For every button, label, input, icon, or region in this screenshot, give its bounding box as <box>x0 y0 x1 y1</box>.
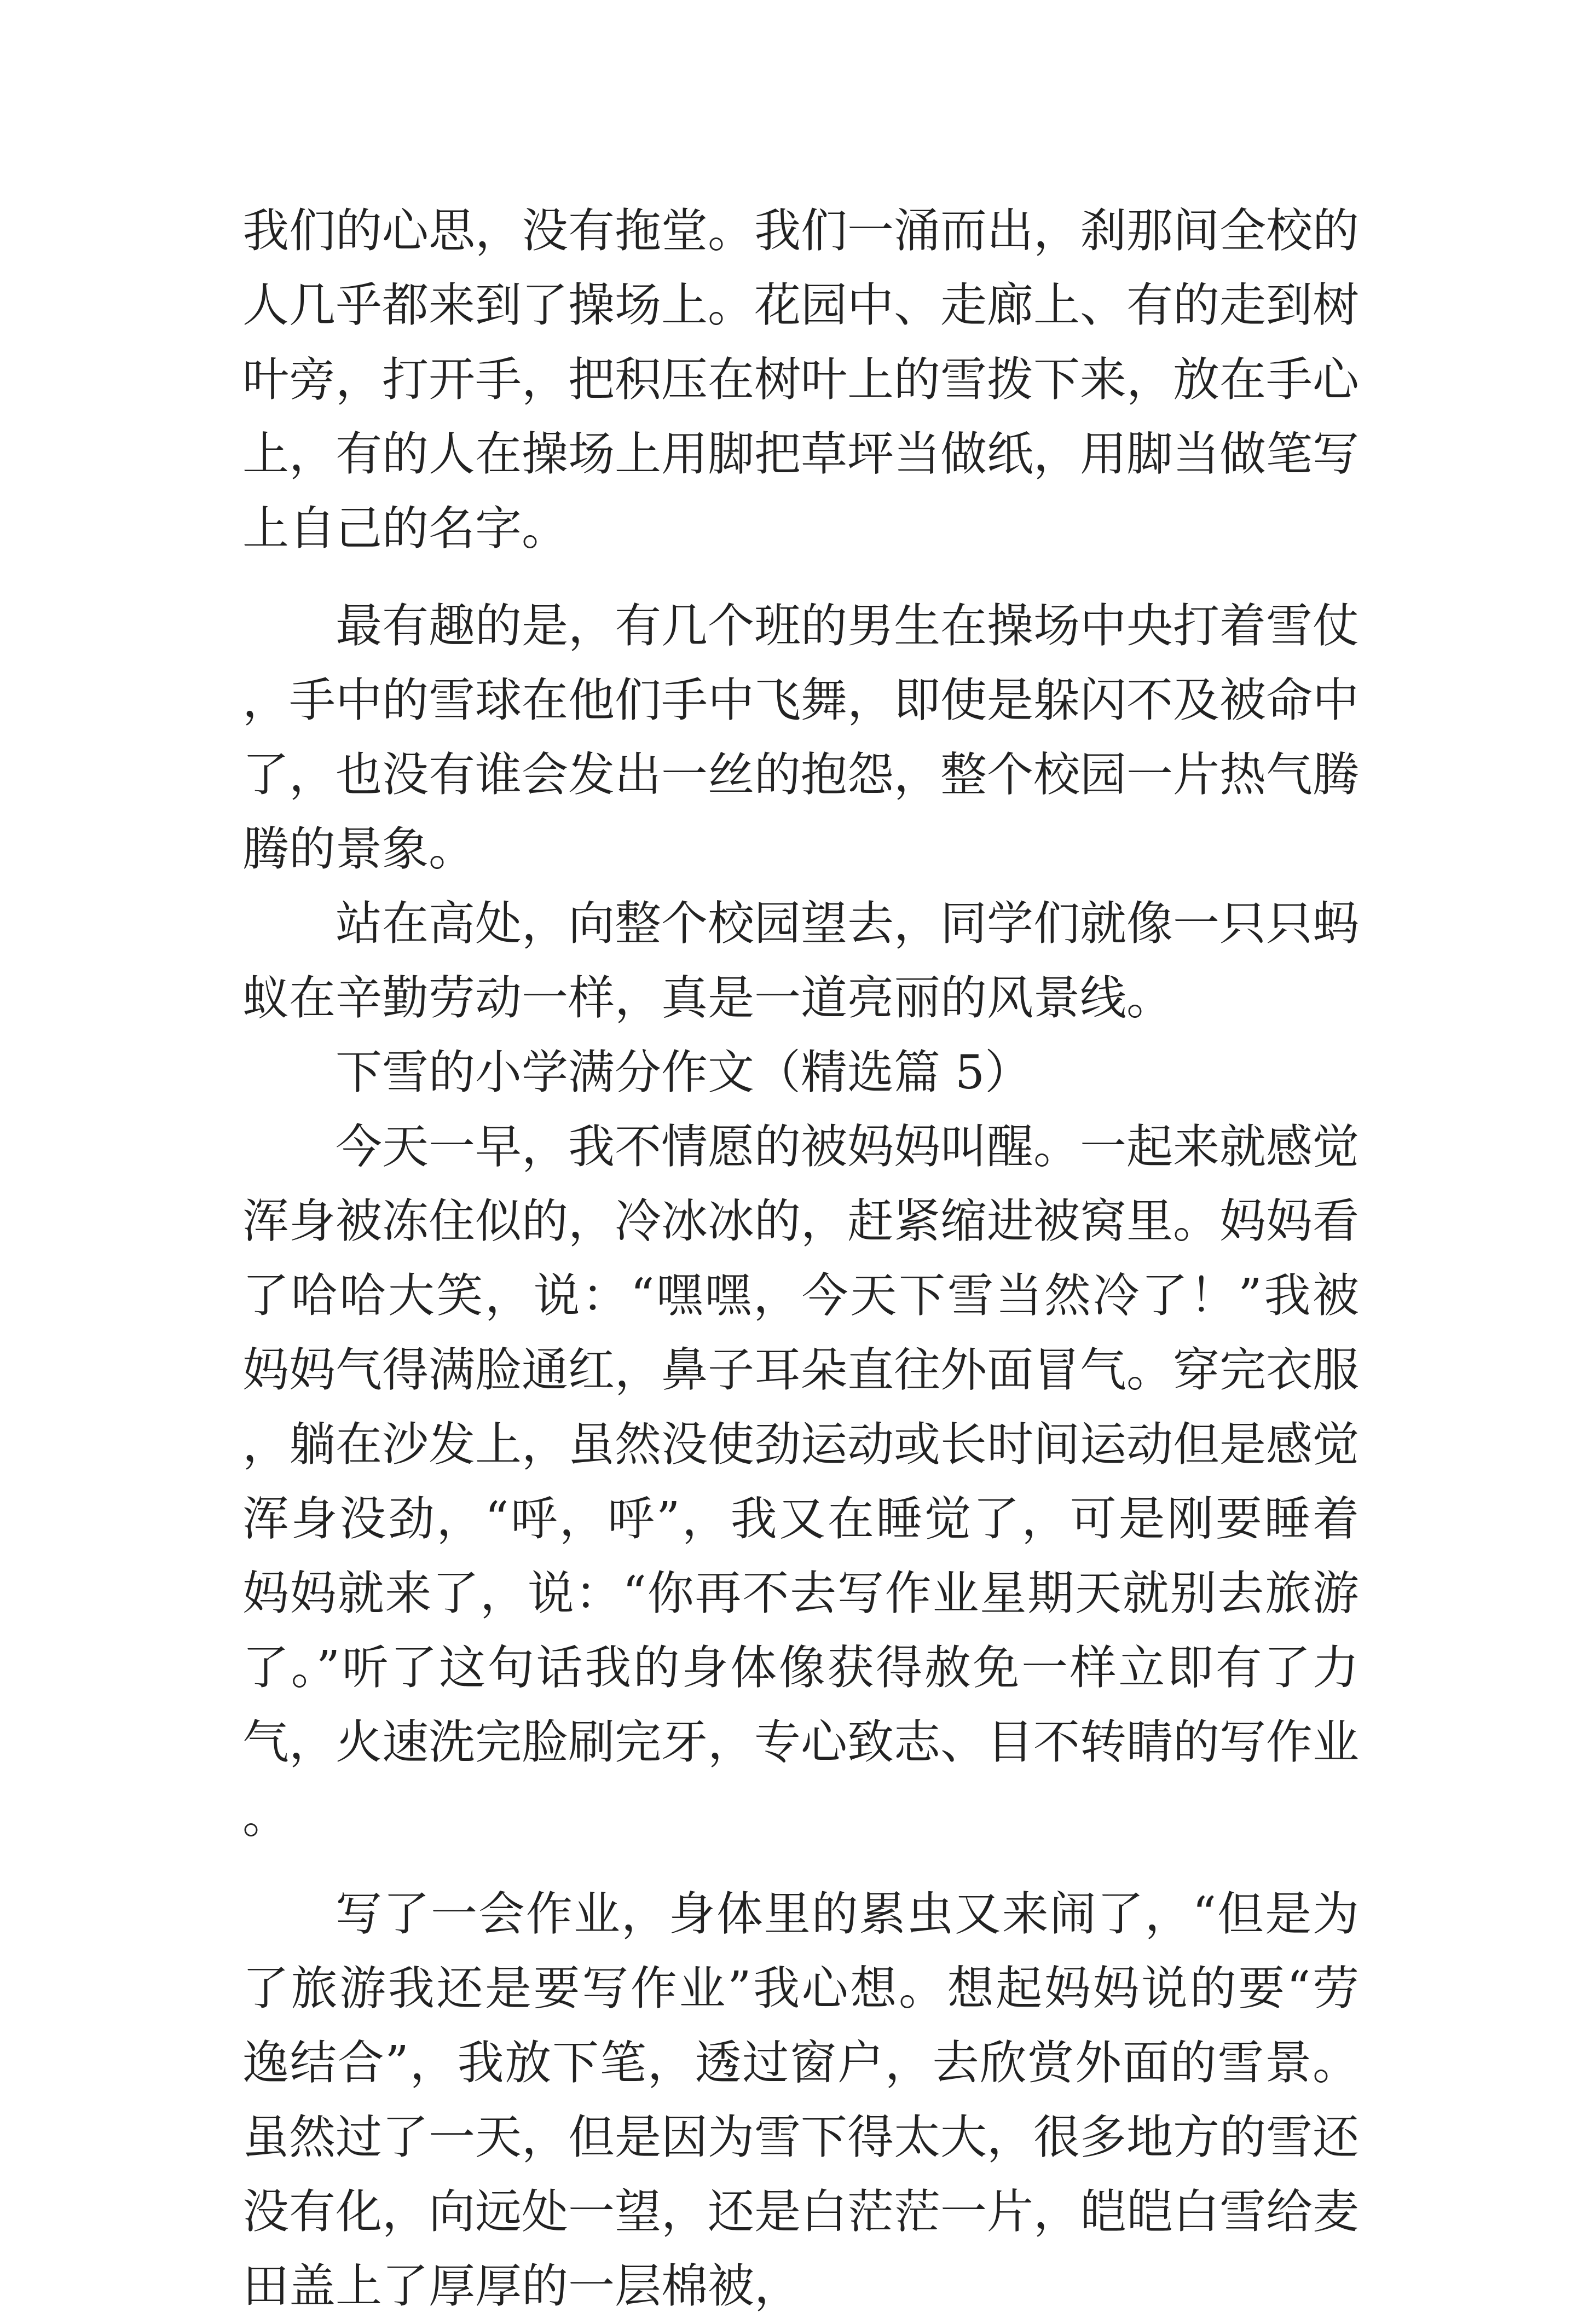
section-heading: 下雪的小学满分作文（精选篇 5） <box>336 1046 1032 1100</box>
paragraph-1: 我们的心思，没有拖堂。我们一涌而出，刹那间全校的人几乎都来到了操场上。花园中、走廊上、有的走到树叶旁，打开手，把积压在树叶上的雪拨下来，放在手心上，有的人在操场上用脚把草坪当做纸，用脚当做笔写上自己的名字。 <box>242 204 1360 556</box>
paragraph-3: 站在高处，向整个校园望去，同学们就像一只只蚂蚁在辛勤劳动一样，真是一道亮丽的风景线。 <box>242 897 1360 1025</box>
paragraph-5: 写了一会作业，身体里的累虫又来闹了，“但是为了旅游我还是要写作业”我心想。想起妈妈说的要“劳逸结合”，我放下笔，透过窗户，去欣赏外面的雪景。虽然过了一天，但是因为雪下得太大，很多地方的雪还没有化，向远处一望，还是白茫茫一片，皑皑白雪给麦田盖上了厚厚的一层棉被， <box>242 1887 1360 2314</box>
paragraph-2: 最有趣的是，有几个班的男生在操场中央打着雪仗，手中的雪球在他们手中飞舞，即使是躲闪不及被命中了，也没有谁会发出一丝的抱怨，整个校园一片热气腾腾的景象。 <box>242 599 1360 877</box>
paragraph-4: 今天一早，我不情愿的被妈妈叫醒。一起来就感觉浑身被冻住似的，冷冰冰的，赶紧缩进被窝里。妈妈看了哈哈大笑，说：“嘿嘿，今天下雪当然冷了！”我被妈妈气得满脸通红，鼻子耳朵直往外面冒气。穿完衣服，躺在沙发上，虽然没使劲运动或长时间运动但是感觉浑身没劲，“呼，呼”，我又在睡觉了，可是刚要睡着妈妈就来了，说：“你再不去写作业星期天就别去旅游了。”听了这句话我的身体像获得赦免一样立即有了力气，火速洗完脸刷完牙，专心致志、目不转睛的写作业。 <box>242 1120 1360 1844</box>
document-body <box>242 194 1359 2324</box>
